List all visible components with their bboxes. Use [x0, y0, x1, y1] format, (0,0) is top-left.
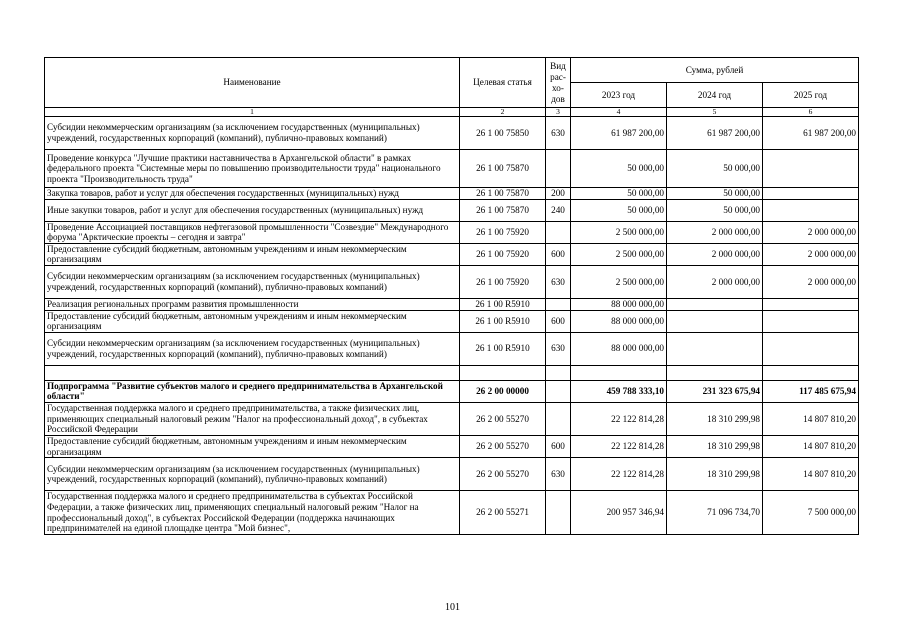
row-code-cell: 26 1 00 R5910: [460, 310, 546, 332]
col-number: 1: [45, 108, 460, 117]
row-sum-2024-cell: 50 000,00: [667, 199, 763, 221]
row-name-cell: Субсидии некоммерческим организациям (за исключением государственных (муниципальных) учреждений, государственных корпораций (компаний), публично-правовых компаний): [45, 265, 460, 298]
row-sum-2024-cell: 18 310 299,98: [667, 402, 763, 435]
row-sum-2025-cell: 7 500 000,00: [763, 491, 859, 535]
row-sum-2023-cell: 2 500 000,00: [571, 243, 667, 265]
row-sum-2024-cell: 50 000,00: [667, 150, 763, 188]
row-sum-2023-cell: 459 788 333,10: [571, 380, 667, 402]
row-code-cell: 26 1 00 75920: [460, 221, 546, 243]
table-row: [45, 265, 859, 298]
row-name-cell: Предоставление субсидий бюджетным, автономным учреждениям и иным некоммерческим организациям: [45, 435, 460, 457]
table-row: [45, 199, 859, 221]
header-name: Наименование: [45, 58, 460, 108]
row-code-cell: 26 1 00 75920: [460, 243, 546, 265]
row-sum-2025-cell: [763, 199, 859, 221]
row-vid-cell: 600: [546, 435, 571, 457]
row-sum-2025-cell: [763, 150, 859, 188]
row-name-cell: [45, 365, 460, 380]
row-code-cell: 26 1 00 75870: [460, 199, 546, 221]
row-vid-cell: [546, 150, 571, 188]
row-name-cell: Государственная поддержка малого и среднего предпринимательства, а также физических лиц, применяющих специальный налоговый режим "Налог на профессиональный доход", в субъектах Российской Федерации: [45, 402, 460, 435]
row-sum-2023-cell: [571, 365, 667, 380]
table-row: [45, 491, 859, 535]
row-sum-2023-cell: 88 000 000,00: [571, 310, 667, 332]
table-row: [45, 402, 859, 435]
row-name-cell: Государственная поддержка малого и среднего предпринимательства в субъектах Российской Федерации, а также физических лиц, применяющих специальный налоговый режим "Налог на профессиональный доход", в субъектах Российской Федерации (поддержка начинающих предпринимателей на единой площадке центра "Мой бизнес",: [45, 491, 460, 535]
row-sum-2025-cell: 117 485 675,94: [763, 380, 859, 402]
row-sum-2025-cell: 2 000 000,00: [763, 221, 859, 243]
table-header: [45, 58, 859, 117]
row-sum-2025-cell: 14 807 810,20: [763, 435, 859, 457]
row-sum-2025-cell: 14 807 810,20: [763, 458, 859, 491]
row-name-cell: Субсидии некоммерческим организациям (за исключением государственных (муниципальных) учреждений, государственных корпораций (компаний), публично-правовых компаний): [45, 458, 460, 491]
row-code-cell: 26 2 00 55270: [460, 402, 546, 435]
row-sum-2023-cell: 61 987 200,00: [571, 117, 667, 150]
row-sum-2024-cell: 231 323 675,94: [667, 380, 763, 402]
row-sum-2025-cell: [763, 298, 859, 310]
row-sum-2024-cell: 61 987 200,00: [667, 117, 763, 150]
header-year-2025: 2025 год: [763, 83, 859, 108]
header-year-2024: 2024 год: [667, 83, 763, 108]
row-code-cell: 26 1 00 75870: [460, 150, 546, 188]
col-number: 3: [546, 108, 571, 117]
table-row: [45, 243, 859, 265]
row-vid-cell: [546, 365, 571, 380]
row-vid-cell: [546, 298, 571, 310]
table-row: [45, 188, 859, 200]
row-code-cell: 26 2 00 55271: [460, 491, 546, 535]
table-row: [45, 310, 859, 332]
table-row: [45, 435, 859, 457]
row-sum-2024-cell: 71 096 734,70: [667, 491, 763, 535]
col-number: 2: [460, 108, 546, 117]
row-vid-cell: [546, 380, 571, 402]
row-sum-2023-cell: 50 000,00: [571, 199, 667, 221]
row-vid-cell: 600: [546, 243, 571, 265]
table-row: [45, 365, 859, 380]
row-sum-2023-cell: 50 000,00: [571, 150, 667, 188]
row-sum-2024-cell: [667, 298, 763, 310]
row-vid-cell: [546, 221, 571, 243]
table-row: [45, 458, 859, 491]
row-name-cell: Предоставление субсидий бюджетным, автономным учреждениям и иным некоммерческим организациям: [45, 310, 460, 332]
row-sum-2025-cell: [763, 188, 859, 200]
row-sum-2023-cell: 88 000 000,00: [571, 298, 667, 310]
row-code-cell: 26 2 00 55270: [460, 458, 546, 491]
row-sum-2024-cell: 18 310 299,98: [667, 458, 763, 491]
row-sum-2024-cell: [667, 365, 763, 380]
row-code-cell: 26 1 00 R5910: [460, 332, 546, 365]
row-name-cell: Закупка товаров, работ и услуг для обеспечения государственных (муниципальных) нужд: [45, 188, 460, 200]
col-number: 4: [571, 108, 667, 117]
row-vid-cell: [546, 402, 571, 435]
row-sum-2023-cell: 50 000,00: [571, 188, 667, 200]
row-sum-2025-cell: [763, 365, 859, 380]
table-body: [45, 117, 859, 535]
page-number: 101: [445, 602, 460, 613]
row-name-cell: Предоставление субсидий бюджетным, автономным учреждениям и иным некоммерческим организациям: [45, 243, 460, 265]
table-row: [45, 117, 859, 150]
row-sum-2023-cell: 88 000 000,00: [571, 332, 667, 365]
row-vid-cell: 240: [546, 199, 571, 221]
row-sum-2023-cell: 2 500 000,00: [571, 265, 667, 298]
row-vid-cell: 200: [546, 188, 571, 200]
row-name-cell: Проведение Ассоциацией поставщиков нефтегазовой промышленности "Созвездие" Международного форума "Арктические проекты – сегодня и завтра": [45, 221, 460, 243]
row-sum-2023-cell: 22 122 814,28: [571, 402, 667, 435]
table-row: [45, 298, 859, 310]
row-name-cell: Проведение конкурса "Лучшие практики наставничества в Архангельской области" в рамках федерального проекта "Системные меры по повышению производительности труда" национального проекта "Производительность труда": [45, 150, 460, 188]
row-name-cell: Подпрограмма "Развитие субъектов малого и среднего предпринимательства в Архангельской области": [45, 380, 460, 402]
header-target: Целевая статья: [460, 58, 546, 108]
row-sum-2024-cell: 2 000 000,00: [667, 221, 763, 243]
table-row: [45, 221, 859, 243]
row-sum-2023-cell: 2 500 000,00: [571, 221, 667, 243]
row-code-cell: 26 2 00 00000: [460, 380, 546, 402]
row-sum-2024-cell: [667, 332, 763, 365]
row-sum-2025-cell: [763, 332, 859, 365]
col-number: 5: [667, 108, 763, 117]
row-sum-2023-cell: 22 122 814,28: [571, 435, 667, 457]
row-vid-cell: [546, 491, 571, 535]
row-sum-2024-cell: 2 000 000,00: [667, 265, 763, 298]
row-vid-cell: 630: [546, 117, 571, 150]
row-sum-2023-cell: 22 122 814,28: [571, 458, 667, 491]
row-vid-cell: 630: [546, 265, 571, 298]
row-code-cell: 26 1 00 75850: [460, 117, 546, 150]
header-sum: Сумма, рублей: [571, 58, 859, 83]
row-sum-2025-cell: 61 987 200,00: [763, 117, 859, 150]
row-vid-cell: 600: [546, 310, 571, 332]
row-sum-2025-cell: 2 000 000,00: [763, 265, 859, 298]
row-sum-2024-cell: [667, 310, 763, 332]
row-name-cell: Субсидии некоммерческим организациям (за исключением государственных (муниципальных) учреждений, государственных корпораций (компаний), публично-правовых компаний): [45, 332, 460, 365]
row-code-cell: 26 2 00 55270: [460, 435, 546, 457]
subprogram-row: [45, 380, 859, 402]
row-code-cell: 26 1 00 75870: [460, 188, 546, 200]
table-row: [45, 150, 859, 188]
row-sum-2023-cell: 200 957 346,94: [571, 491, 667, 535]
row-code-cell: 26 1 00 75920: [460, 265, 546, 298]
row-sum-2025-cell: 14 807 810,20: [763, 402, 859, 435]
header-year-2023: 2023 год: [571, 83, 667, 108]
header-vid: Вид рас-хо-дов: [546, 58, 571, 108]
col-number: 6: [763, 108, 859, 117]
row-sum-2024-cell: 2 000 000,00: [667, 243, 763, 265]
row-sum-2025-cell: [763, 310, 859, 332]
row-name-cell: Иные закупки товаров, работ и услуг для обеспечения государственных (муниципальных) нужд: [45, 199, 460, 221]
table-row: [45, 332, 859, 365]
row-name-cell: Реализация региональных программ развития промышленности: [45, 298, 460, 310]
row-vid-cell: 630: [546, 458, 571, 491]
row-name-cell: Субсидии некоммерческим организациям (за исключением государственных (муниципальных) учреждений, государственных корпораций (компаний), публично-правовых компаний): [45, 117, 460, 150]
row-vid-cell: 630: [546, 332, 571, 365]
row-code-cell: 26 1 00 R5910: [460, 298, 546, 310]
row-code-cell: [460, 365, 546, 380]
row-sum-2025-cell: 2 000 000,00: [763, 243, 859, 265]
budget-table: [44, 57, 859, 535]
row-sum-2024-cell: 18 310 299,98: [667, 435, 763, 457]
row-sum-2024-cell: 50 000,00: [667, 188, 763, 200]
